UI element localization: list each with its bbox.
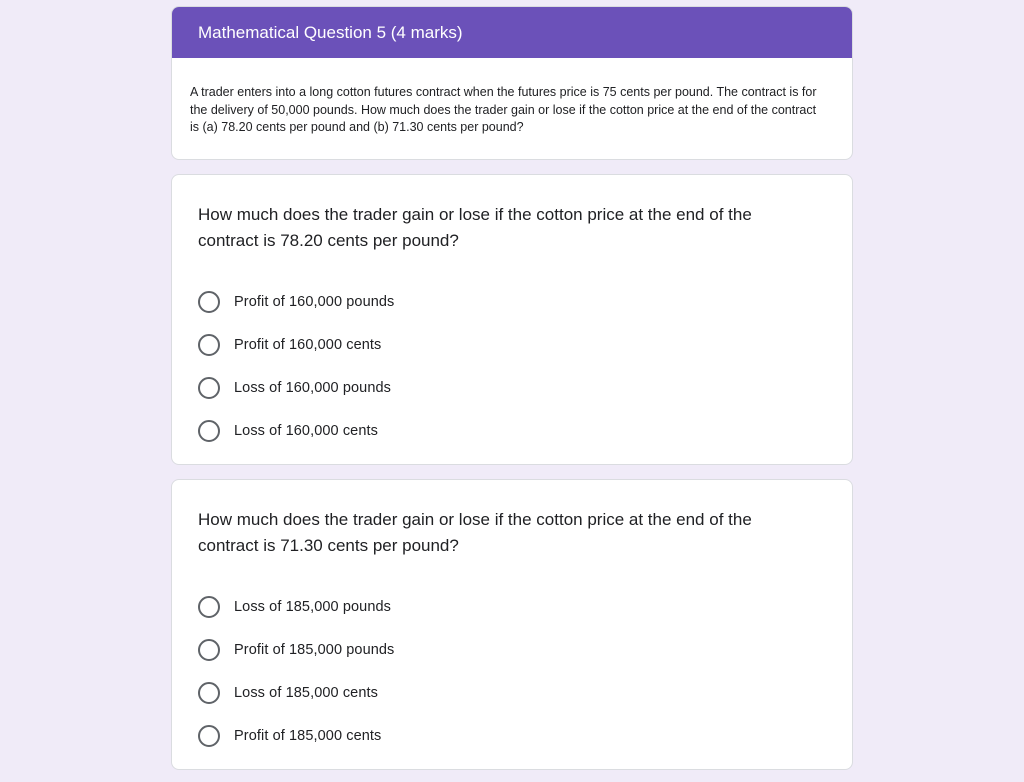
radio-option[interactable] [198,323,826,366]
option-label: Loss of 160,000 cents [234,422,378,439]
radio-button-icon[interactable] [198,682,220,704]
section-description: A trader enters into a long cotton futures contract when the futures price is 75 cents per pound. The contract is for the delivery of 50,000 pounds. How much does the trader gain or lose if the cotton price at the end of the contract is (a) 78.20 cents per pound and (b) 71.30 cents per pound? [190,85,817,134]
radio-option[interactable] [198,366,826,409]
option-label: Loss of 185,000 cents [234,684,378,701]
radio-option[interactable] [198,714,826,757]
radio-button-icon[interactable] [198,596,220,618]
option-label: Profit of 160,000 cents [234,336,382,353]
question-title: How much does the trader gain or lose if the cotton price at the end of the contract is 78.20 cents per pound? [198,205,752,250]
option-label: Profit of 185,000 pounds [234,641,395,658]
question-title: How much does the trader gain or lose if the cotton price at the end of the contract is 71.30 cents per pound? [198,510,752,555]
option-label: Profit of 185,000 cents [234,727,382,744]
radio-button-icon[interactable] [198,377,220,399]
radio-option[interactable] [198,280,826,323]
option-label: Loss of 160,000 pounds [234,379,391,396]
option-label: Loss of 185,000 pounds [234,598,391,615]
option-label: Profit of 160,000 pounds [234,293,395,310]
radio-option[interactable] [198,671,826,714]
radio-group [198,585,826,757]
radio-button-icon[interactable] [198,420,220,442]
radio-option[interactable] [198,409,826,452]
radio-button-icon[interactable] [198,639,220,661]
radio-button-icon[interactable] [198,725,220,747]
question-card-2 [171,479,853,770]
question-card-1 [171,174,853,465]
radio-group [198,280,826,452]
radio-option[interactable] [198,585,826,628]
radio-option[interactable] [198,628,826,671]
radio-button-icon[interactable] [198,291,220,313]
section-title: Mathematical Question 5 (4 marks) [172,7,852,58]
radio-button-icon[interactable] [198,334,220,356]
section-header-card [171,6,853,160]
